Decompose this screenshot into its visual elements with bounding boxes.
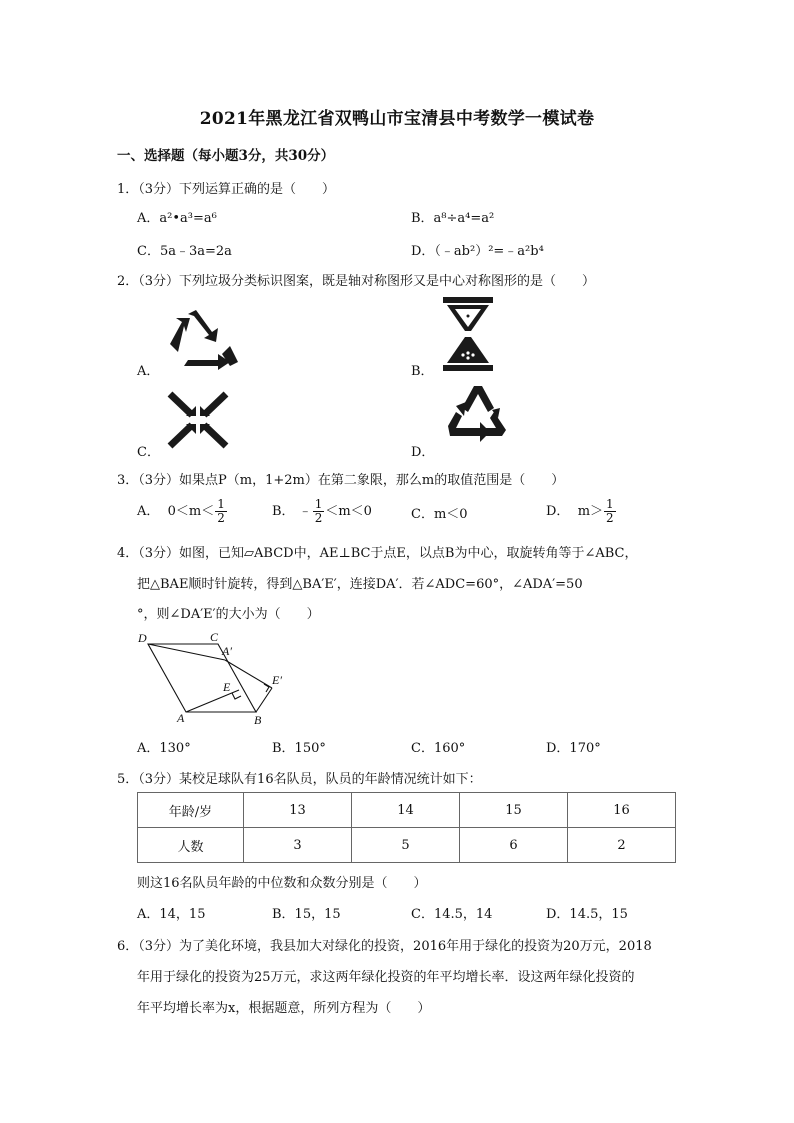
label-b: B — [254, 713, 262, 727]
q5-option-c: C．14.5，14 — [411, 907, 493, 922]
question-4-line-2: 把△BAE顺时针旋转，得到△BA′E′，连接DA′．若∠ADC=60°，∠ADA′=50 — [137, 577, 583, 592]
table-cell: 15 — [460, 793, 568, 828]
fraction: $\frac{1}{2}$ — [606, 497, 614, 525]
table-row — [138, 793, 676, 828]
q5-option-a: A．14，15 — [137, 907, 206, 922]
recycle-triangle-icon — [164, 308, 240, 370]
q1-option-d: D．（﹣ab²）²=﹣a²b⁴ — [411, 244, 544, 259]
q4-option-c: C．160° — [411, 741, 466, 756]
question-6-line-3: 年平均增长率为x，根据题意，所列方程为（ ） — [137, 1001, 431, 1016]
q2-option-c: C． — [137, 445, 160, 460]
arrows-inward-icon — [166, 390, 230, 450]
q1-option-b: B．a⁸÷a⁴=a² — [411, 211, 495, 226]
table-cell: 5 — [352, 828, 460, 863]
q3-option-c: C．m＜0 — [411, 507, 468, 522]
question-4-line-1: 4．（3分）如图，已知▱ABCD中，AE⊥BC于点E，以点B为中心，取旋转角等于∠ABC， — [117, 546, 638, 561]
table-cell: 16 — [568, 793, 676, 828]
question-6-line-2: 年用于绿化的投资为25万元，求这两年绿化投资的年平均增长率．设这两年绿化投资的 — [137, 970, 635, 985]
table-cell: 人数 — [138, 828, 244, 863]
table-cell: 年龄/岁 — [138, 793, 244, 828]
q3-option-b: B． ﹣ $\frac{1}{2}$ ＜m＜0 — [272, 497, 372, 525]
table-cell: 2 — [568, 828, 676, 863]
fraction: $\frac{1}{2}$ — [217, 497, 225, 525]
q4-option-d: D．170° — [546, 741, 601, 756]
geometry-figure — [130, 628, 300, 728]
q2-option-b: B． — [411, 364, 434, 379]
question-1-stem: 1．（3分）下列运算正确的是（ ） — [117, 182, 336, 197]
table-cell: 14 — [352, 793, 460, 828]
q2-option-d: D． — [411, 445, 435, 460]
table-cell: 13 — [244, 793, 352, 828]
hourglass-icon — [441, 297, 495, 373]
q3-option-d: D． m＞ $\frac{1}{2}$ — [546, 497, 614, 525]
q5-option-b: B．15，15 — [272, 907, 341, 922]
recycle-arrows-icon — [440, 382, 514, 450]
q1-option-c: C．5a﹣3a=2a — [137, 244, 232, 259]
section-heading: 一、选择题（每小题3分，共30分） — [117, 148, 335, 164]
label-c: C — [210, 630, 219, 644]
label-a: A — [177, 711, 185, 725]
label-e: E — [223, 680, 231, 694]
question-6-line-1: 6．（3分）为了美化环境，我县加大对绿化的投资，2016年用于绿化的投资为20万元，2018 — [117, 939, 652, 954]
question-5-follow: 则这16名队员年龄的中位数和众数分别是（ ） — [137, 876, 427, 891]
q1-option-a: A．a²•a³=a⁶ — [137, 211, 217, 226]
label-d: D — [138, 631, 147, 645]
question-2-stem: 2．（3分）下列垃圾分类标识图案，既是轴对称图形又是中心对称图形的是（ ） — [117, 274, 596, 289]
label-a-prime: A′ — [222, 644, 232, 658]
question-4-line-3: °，则∠DA′E′的大小为（ ） — [137, 607, 320, 622]
q3-option-a: A． 0＜m＜ $\frac{1}{2}$ — [137, 497, 225, 525]
question-3-stem: 3．（3分）如果点P（m，1+2m）在第二象限，那么m的取值范围是（ ） — [117, 473, 565, 488]
q4-option-a: A．130° — [137, 741, 191, 756]
page-title: 2021年黑龙江省双鸭山市宝清县中考数学一模试卷 — [199, 109, 595, 129]
question-5-stem: 5．（3分）某校足球队有16名队员，队员的年龄情况统计如下： — [117, 772, 482, 787]
table-row — [138, 828, 676, 863]
table-cell: 3 — [244, 828, 352, 863]
table-cell: 6 — [460, 828, 568, 863]
age-table — [137, 792, 676, 863]
q5-option-d: D．14.5，15 — [546, 907, 628, 922]
q2-option-a: A． — [137, 364, 160, 379]
fraction: $\frac{1}{2}$ — [314, 497, 323, 525]
q4-option-b: B．150° — [272, 741, 326, 756]
label-e-prime: E′ — [272, 673, 282, 687]
